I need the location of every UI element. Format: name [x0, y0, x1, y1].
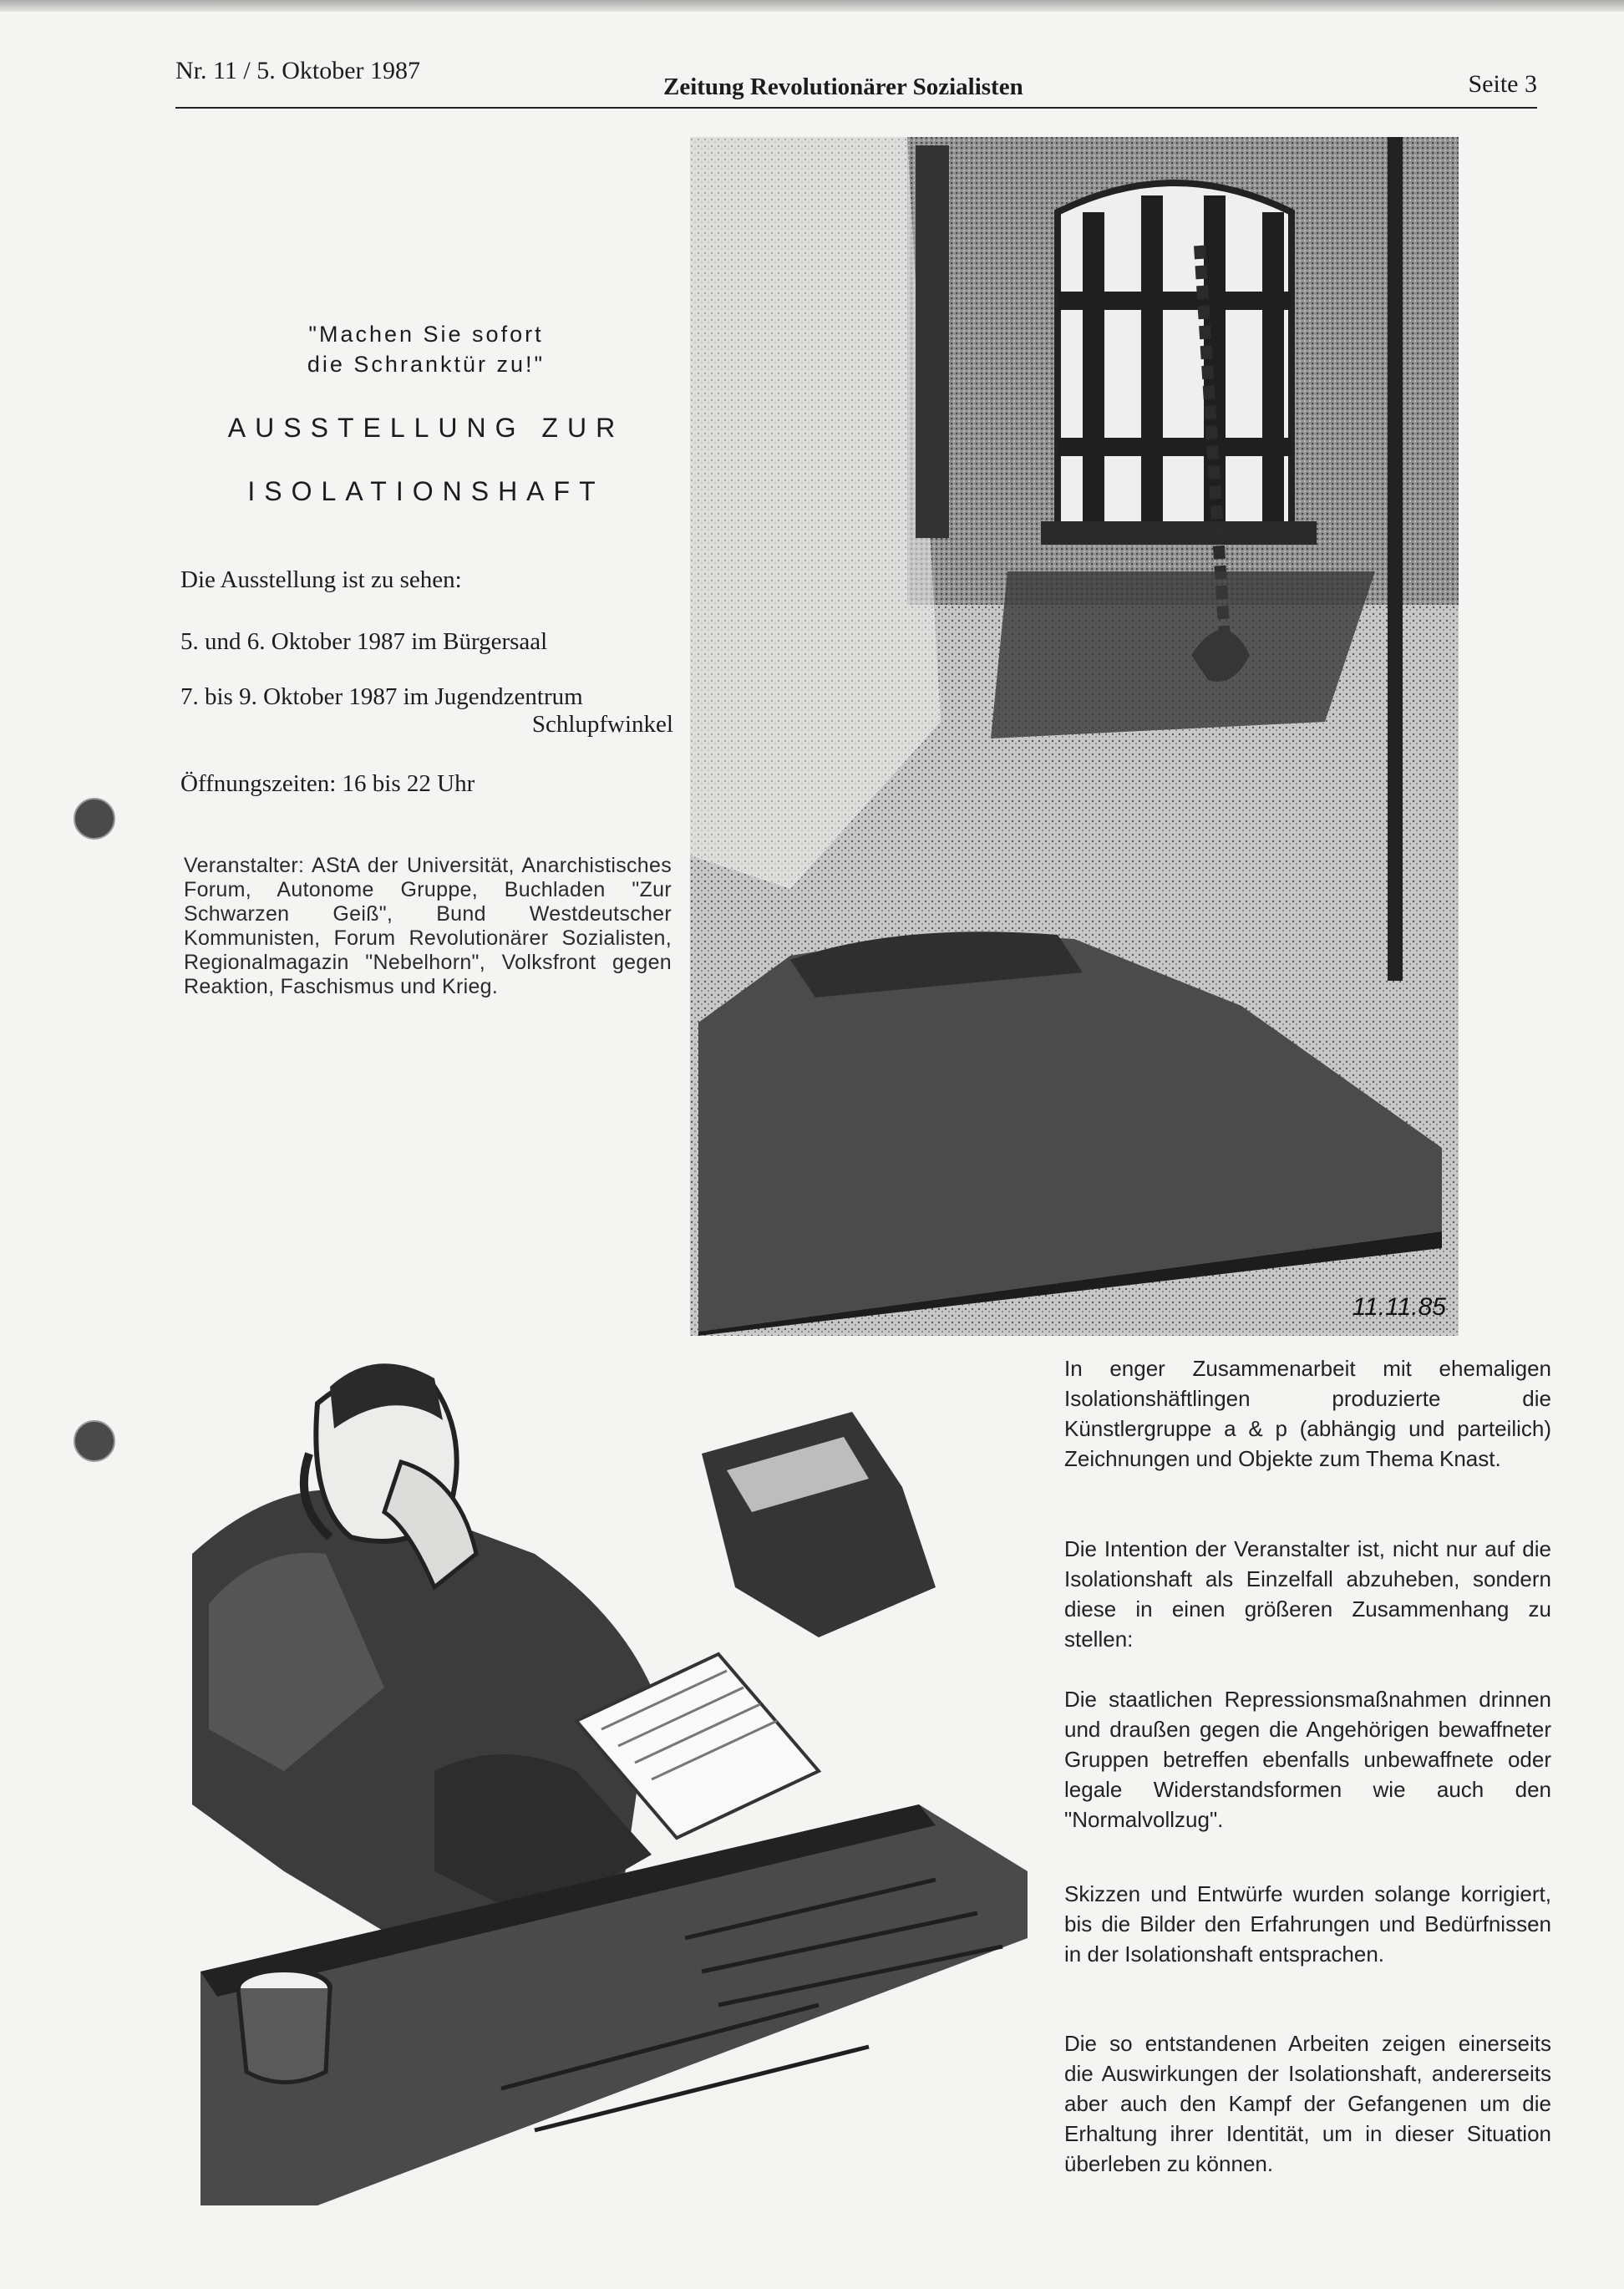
exhibition-venue: Schlupfwinkel [531, 711, 673, 738]
page-number: Seite 3 [1468, 70, 1537, 98]
exhibition-heading: ISOLATIONSHAFT [247, 476, 605, 506]
article-paragraph: Skizzen und Entwürfe wurden solange korrigiert, bis die Bilder den Erfahrungen und Bedürfnissen in der Isolationshaft entsprachen. [1064, 1881, 1551, 1967]
exhibition-date-2-line1: 7. bis 9. Oktober 1987 im Jugendzentrum [180, 683, 583, 710]
drawing-date: 11.11.85 [1352, 1293, 1446, 1321]
punch-hole [74, 1420, 115, 1462]
header-rule [175, 107, 1537, 109]
prisoner-illustration [184, 1337, 1036, 2205]
scan-edge [0, 0, 1624, 12]
exhibition-date-2 [180, 683, 673, 738]
page-header [175, 50, 1537, 110]
issue-date: Nr. 11 / 5. Oktober 1987 [175, 57, 421, 84]
punch-hole [74, 798, 115, 840]
prisoner-at-desk-drawing [184, 1337, 1036, 2205]
newspaper-title: Zeitung Revolutionärer Sozialisten [663, 74, 1023, 100]
article-paragraph: In enger Zusammenarbeit mit ehemaligen Isolationshäftlingen produzierte die Künstlergruppe a & p (abhängig und parteilich) Zeichnungen und Objekte zum Thema Knast. [1064, 1356, 1551, 1471]
flyer-quote-line: die Schranktür zu!" [307, 352, 546, 377]
article-paragraph: Die so entstandenen Arbeiten zeigen einerseits die Auswirkungen der Isolationshaft, andererseits aber auch den Kampf der Gefangenen um die Erhaltung ihrer Identität, um in dieser Situation überleben zu können. [1064, 2031, 1551, 2176]
exhibition-date-1: 5. und 6. Oktober 1987 im Bürgersaal [180, 628, 548, 655]
exhibition-heading: AUSSTELLUNG ZUR [227, 413, 625, 443]
prison-cell-drawing [690, 137, 1509, 1336]
prison-cell-illustration [690, 137, 1509, 1336]
article-paragraph: Die staatlichen Repressionsmaßnahmen drinnen und draußen gegen die Angehörigen bewaffneter Gruppen betreffen ebenfalls unbewaffnete oder legale Widerstandsformen wie auch den "Normalvollzug". [1064, 1687, 1551, 1832]
article-paragraph: Die Intention der Veranstalter ist, nicht nur auf die Isolationshaft als Einzelfall abzuheben, sondern diese in einen größeren Zusammenhang zu stellen: [1064, 1536, 1551, 1652]
flyer-quote-line: "Machen Sie sofort [308, 322, 544, 347]
flyer-quote [209, 319, 643, 379]
opening-hours: Öffnungszeiten: 16 bis 22 Uhr [180, 770, 475, 797]
exhibition-intro: Die Ausstellung ist zu sehen: [180, 566, 462, 593]
organizers-list: Veranstalter: AStA der Universität, Anarchistisches Forum, Autonome Gruppe, Buchladen "Zur Schwarzen Geiß", Bund Westdeutscher Kommunisten, Forum Revolutionärer Sozialisten, Regionalmagazin "Nebelhorn", Volksfront gegen Reaktion, Faschismus und Krieg. [184, 854, 672, 998]
